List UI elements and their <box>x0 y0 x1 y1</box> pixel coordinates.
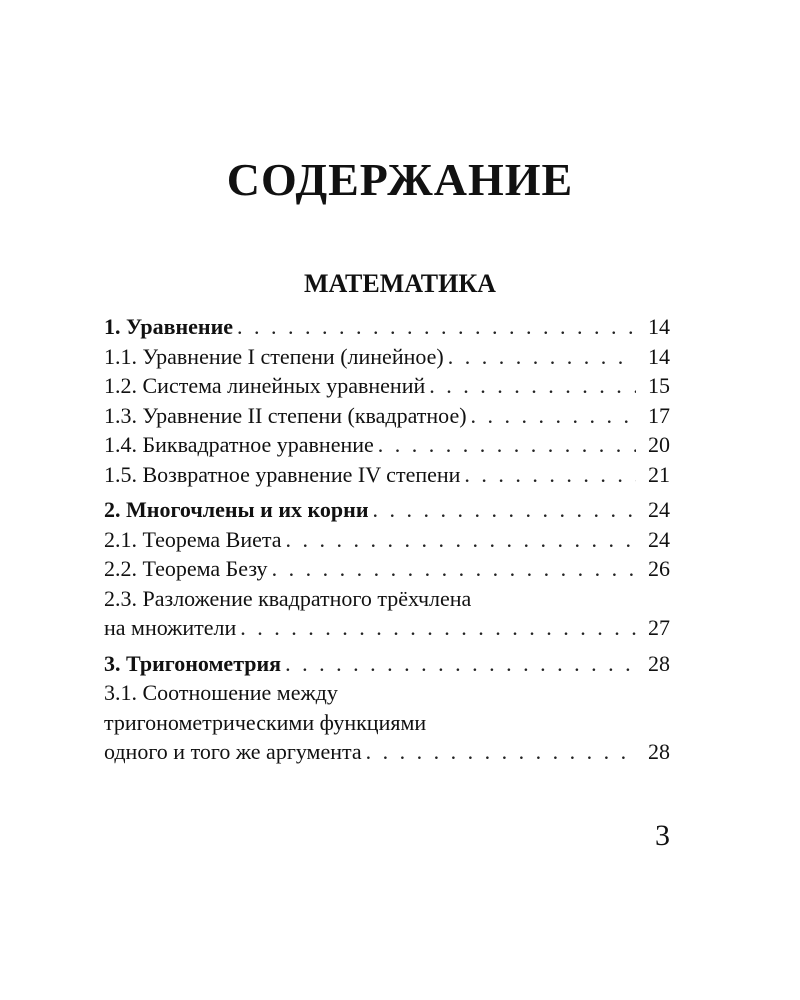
toc-item-1-4[interactable] <box>104 430 670 460</box>
toc-entry-page: 14 <box>648 343 670 369</box>
toc-entry-page: 14 <box>648 314 670 339</box>
toc-entry-page: 27 <box>648 615 670 640</box>
page-number: 3 <box>655 819 670 852</box>
toc-entry-label: 1. Уравнение <box>104 314 234 339</box>
dot-leader <box>237 312 636 342</box>
toc-entry-page: 26 <box>648 556 670 581</box>
toc-entry-label: 3. Тригонометрия <box>104 650 282 676</box>
section-heading: МАТЕМАТИКА <box>304 269 496 298</box>
dot-leader <box>286 525 636 555</box>
dot-leader <box>471 401 636 431</box>
toc-entry-label-line: 3.1. Соотношение между <box>104 680 338 705</box>
dot-leader <box>378 430 636 460</box>
toc-entry-page: 24 <box>648 526 670 552</box>
toc-entry-label: 2.2. Теорема Безу <box>104 556 268 581</box>
toc-entry-label-line: 2.3. Разложение квадратного трёхчлена <box>104 585 472 611</box>
toc-chapter-2[interactable] <box>104 495 670 525</box>
toc-entry-page: 28 <box>648 739 670 764</box>
toc-chapter-1[interactable] <box>104 312 670 342</box>
toc-entry-page: 20 <box>648 432 670 457</box>
toc-entry-label-line: тригонометрическими функциями <box>104 709 427 735</box>
dot-leader <box>464 460 636 490</box>
toc-entry-page: 28 <box>648 650 670 676</box>
toc-chapter-3[interactable] <box>104 649 670 679</box>
toc-entry-page: 15 <box>648 373 670 398</box>
toc-entry-label: 1.5. Возвратное уравнение IV степени <box>104 461 461 487</box>
toc-item-3-1[interactable] <box>104 678 670 767</box>
toc-item-1-5[interactable] <box>104 460 670 490</box>
dot-leader <box>429 371 636 401</box>
table-of-contents <box>104 312 670 767</box>
toc-entry-page: 21 <box>648 461 670 487</box>
toc-item-2-3[interactable] <box>104 584 670 643</box>
toc-item-1-2[interactable] <box>104 371 670 401</box>
toc-entry-label: 1.4. Биквадратное уравнение <box>104 432 374 457</box>
toc-entry-page: 17 <box>648 402 670 428</box>
toc-entry-label: 1.2. Система линейных уравнений <box>104 373 426 398</box>
dot-leader <box>366 737 636 767</box>
toc-entry-label: одного и того же аргумента <box>104 739 362 764</box>
toc-item-2-1[interactable] <box>104 525 670 555</box>
toc-entry-label: 1.3. Уравнение II степени (квадратное) <box>104 402 467 428</box>
dot-leader <box>448 342 636 372</box>
dot-leader <box>240 613 636 643</box>
toc-entry-label: 1.1. Уравнение I степени (линейное) <box>104 343 444 369</box>
dot-leader <box>272 554 636 584</box>
page-title: СОДЕРЖАНИЕ <box>226 154 574 205</box>
dot-leader <box>373 495 636 525</box>
toc-entry-label: на множители <box>104 615 237 640</box>
toc-entry-page: 24 <box>648 497 670 522</box>
toc-entry-label: 2.1. Теорема Виета <box>104 526 282 552</box>
toc-item-1-3[interactable] <box>104 401 670 431</box>
toc-item-1-1[interactable] <box>104 342 670 372</box>
toc-entry-label: 2. Многочлены и их корни <box>104 497 369 522</box>
toc-item-2-2[interactable] <box>104 554 670 584</box>
dot-leader <box>285 649 636 679</box>
